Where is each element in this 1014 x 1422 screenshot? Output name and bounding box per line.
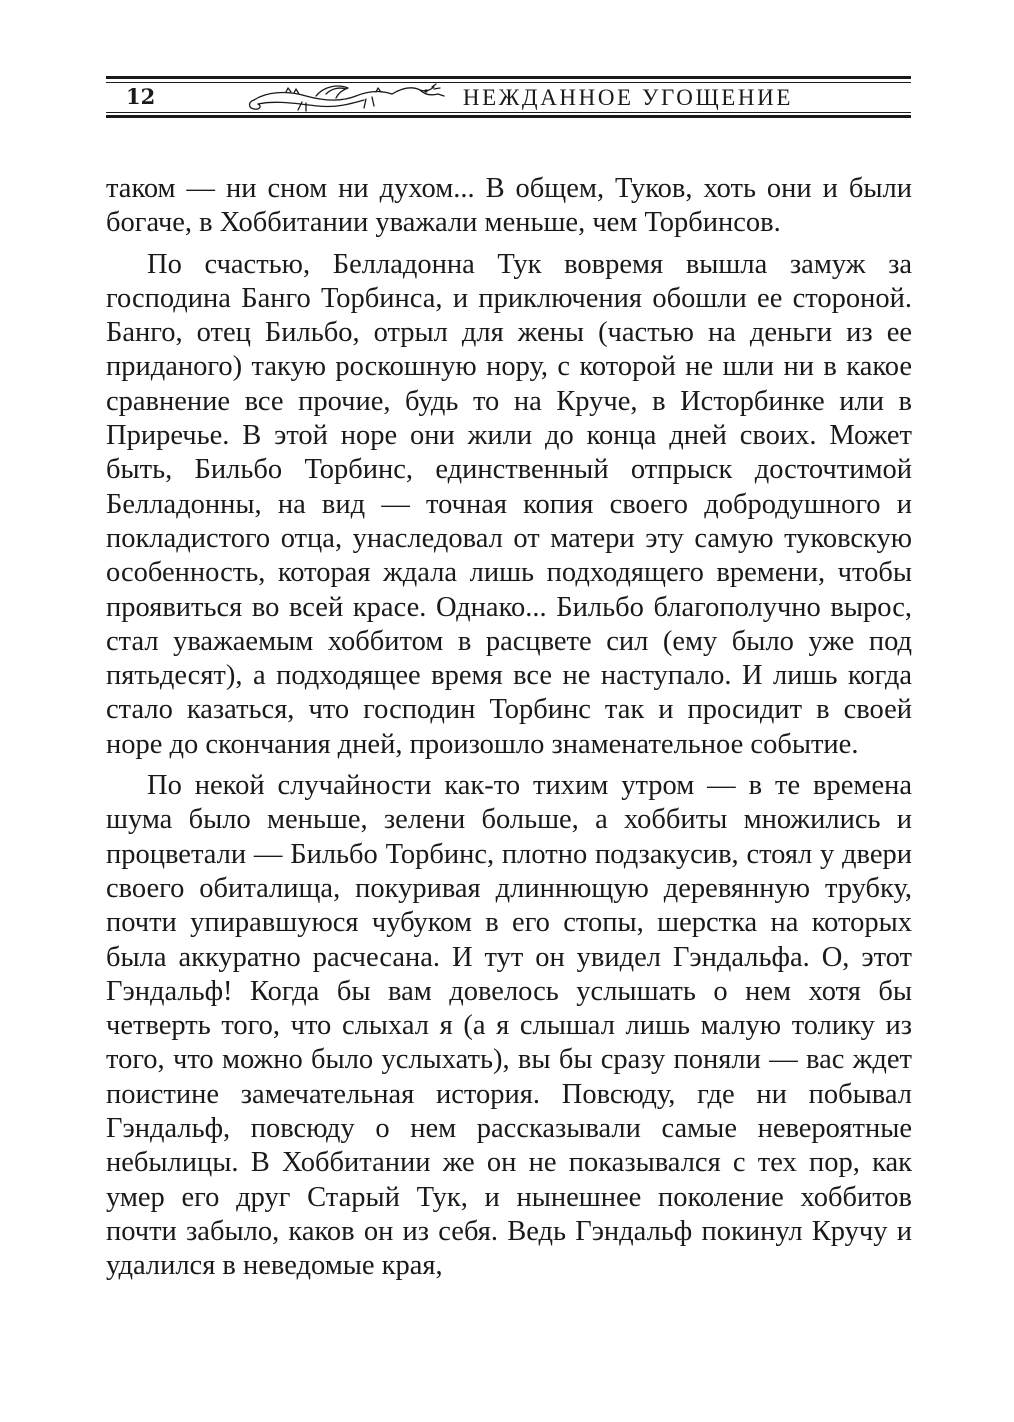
paragraph: По некой случайности как-то тихим утром — в те времена шума было меньше, зелени больше, а хоббиты множились и процветали — Бильбо Торбинс, плотно подзакусив, стоял у двери своего обиталища, покуривая длиннющую деревянную трубку, почти упиравшуюся чубуком в его стопы, шерстка на которых была аккуратно расчесана. И тут он увидел Гэндальфа. О, этот Гэндальф! Когда бы вам довелось услышать о нем хотя бы четверть того, что слыхал я (а я слышал лишь малую толику из того, что можно было услыхать), вы бы сразу поняли — вас ждет поистине замечательная история. Повсюду, где ни побывал Гэндальф, повсюду о нем рассказывали самые невероятные небылицы. В Хоббитании же он не показывался с тех пор, как умер его друг Старый Тук, и нынешнее поколение хоббитов почти забыло, каков он из себя. Ведь Гэндальф покинул Кручу и удалился в неведомые края, (106, 770, 912, 1282)
body-text (106, 172, 912, 1284)
paragraph: таком — ни сном ни духом... В общем, Туков, хоть они и были богаче, в Хоббитании уважали меньше, чем Торбинсов. (106, 173, 912, 239)
page-number: 12 (126, 84, 156, 109)
chapter-title: НЕЖДАННОЕ УГОЩЕНИЕ (462, 85, 793, 110)
running-header (106, 76, 911, 120)
header-rule-top-thin (106, 82, 911, 83)
header-rule-top-thick (106, 76, 911, 79)
header-rule-bottom-thin (106, 112, 911, 113)
header-rule-bottom-thick (106, 115, 911, 118)
dragon-ornament-icon (246, 82, 466, 114)
paragraph: По счастью, Белладонна Тук вовремя вышла замуж за господина Банго Торбинса, и приключения обошли ее стороной. Банго, отец Бильбо, отрыл для жены (частью на деньги из ее приданого) такую роскошную нору, с которой не шли ни в какое сравнение все прочие, будь то на Круче, в Исторбинке или в Приречье. В этой норе они жили до конца дней своих. Может быть, Бильбо Торбинс, единственный отпрыск досточтимой Белладонны, на вид — точная копия своего добродушного и покладистого отца, унаследовал от матери эту самую туковскую особенность, которая ждала лишь подходящего времени, чтобы проявиться во всей красе. Однако... Бильбо благополучно вырос, стал уважаемым хоббитом в расцвете сил (ему было уже под пятьдесят), а подходящее время все не наступало. И лишь когда стало казаться, что господин Торбинс так и просидит в своей норе до скончания дней, произошло знаменательное событие. (106, 248, 912, 760)
